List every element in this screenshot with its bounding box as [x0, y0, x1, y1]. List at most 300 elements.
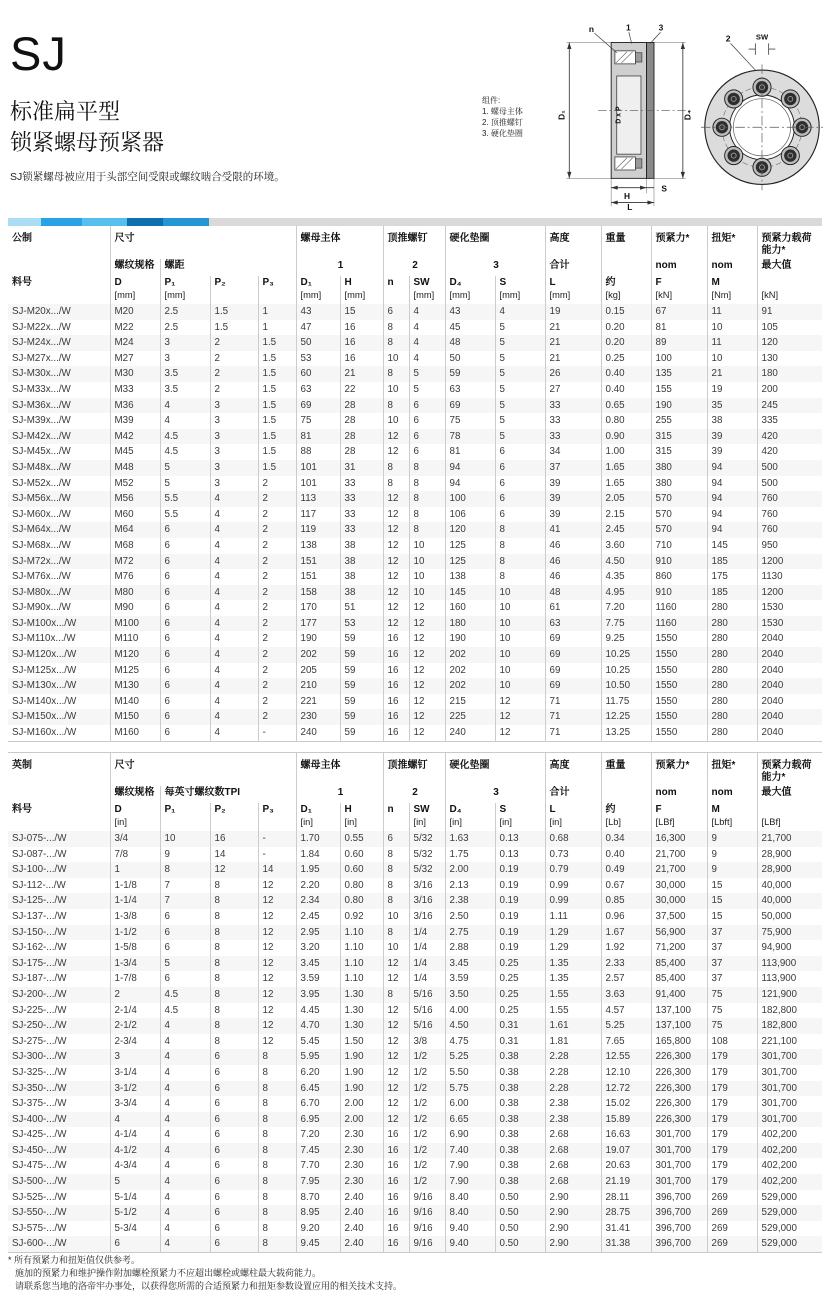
- data-cell: 6: [160, 940, 210, 956]
- data-cell: 37: [545, 460, 601, 476]
- part-number-cell: SJ-M130x.../W: [12, 680, 77, 692]
- components-heading: 组件:: [482, 96, 501, 105]
- data-cell: 10: [409, 585, 445, 601]
- data-cell: 4: [210, 725, 258, 741]
- part-number-cell: SJ-M80x.../W: [12, 586, 71, 598]
- data-cell: 529,000: [757, 1221, 822, 1237]
- group-header-cell: 尺寸: [110, 226, 296, 259]
- table-row: [8, 663, 822, 679]
- data-cell: 0.19: [495, 925, 545, 941]
- data-cell: 1-7/8: [110, 971, 160, 987]
- data-cell: 2.5: [160, 320, 210, 336]
- data-cell: 1.90: [340, 1065, 383, 1081]
- data-cell: 16: [383, 725, 409, 741]
- data-cell: 31: [340, 460, 383, 476]
- data-cell: 179: [707, 1049, 757, 1065]
- data-cell: M45: [110, 444, 160, 460]
- subgroup-header-cell: 2: [383, 259, 445, 276]
- data-cell: 2.30: [340, 1158, 383, 1174]
- data-cell: 5: [495, 382, 545, 398]
- data-cell: 10.50: [601, 678, 651, 694]
- data-cell: 3-1/4: [110, 1065, 160, 1081]
- data-cell: 2.40: [340, 1205, 383, 1221]
- table-row: [8, 1081, 822, 1097]
- data-cell: 38: [707, 413, 757, 429]
- table-row: [8, 847, 822, 863]
- data-cell: 4: [210, 600, 258, 616]
- data-cell: 6: [160, 522, 210, 538]
- data-cell: 10: [495, 600, 545, 616]
- subgroup-header-cell: 每英寸螺纹数TPI: [160, 786, 296, 803]
- data-cell: 33: [340, 476, 383, 492]
- data-cell: 21.19: [601, 1174, 651, 1190]
- data-cell: 5.25: [445, 1049, 495, 1065]
- data-cell: 1-1/8: [110, 878, 160, 894]
- table-row: [8, 366, 822, 382]
- data-cell: 4: [160, 1112, 210, 1128]
- dim-label-dxp: D x P: [615, 106, 623, 124]
- data-cell: 10: [160, 831, 210, 847]
- data-cell: 11: [707, 335, 757, 351]
- data-cell: 151: [296, 554, 340, 570]
- data-cell: 179: [707, 1096, 757, 1112]
- data-cell: 16: [340, 320, 383, 336]
- data-cell: 529,000: [757, 1236, 822, 1252]
- data-cell: 2040: [757, 725, 822, 741]
- part-number-cell: SJ-M20x.../W: [12, 306, 71, 317]
- part-number-cell: SJ-250-.../W: [12, 1020, 67, 1032]
- footnotes: [8, 1254, 402, 1293]
- data-cell: 6.95: [296, 1112, 340, 1128]
- data-cell: 301,700: [651, 1174, 707, 1190]
- data-cell: 6: [210, 1127, 258, 1143]
- data-cell: 7: [160, 878, 210, 894]
- data-cell: 3.63: [601, 987, 651, 1003]
- subgroup-header-cell: 螺距: [160, 259, 296, 276]
- data-cell: 5.5: [160, 491, 210, 507]
- data-cell: 135: [651, 366, 707, 382]
- data-cell: 202: [445, 663, 495, 679]
- data-cell: 12: [383, 538, 409, 554]
- data-cell: 2.38: [445, 893, 495, 909]
- data-cell: 94: [707, 476, 757, 492]
- data-cell: 113,900: [757, 956, 822, 972]
- data-cell: 2.15: [601, 507, 651, 523]
- data-cell: 59: [340, 647, 383, 663]
- data-cell: 3/16: [409, 893, 445, 909]
- data-cell: 0.19: [495, 893, 545, 909]
- data-cell: 8: [409, 522, 445, 538]
- data-cell: 4.95: [601, 585, 651, 601]
- data-cell: 8: [258, 1112, 296, 1128]
- data-cell: 5: [495, 335, 545, 351]
- data-cell: 16: [383, 1190, 409, 1206]
- part-number-cell: SJ-137-.../W: [12, 910, 67, 922]
- table-row: [8, 304, 822, 320]
- data-cell: 88: [296, 444, 340, 460]
- data-cell: 4: [160, 1049, 210, 1065]
- table-row: [8, 335, 822, 351]
- data-cell: 2.30: [340, 1143, 383, 1159]
- data-cell: 12: [383, 1049, 409, 1065]
- data-cell: 6: [160, 538, 210, 554]
- data-cell: 3.45: [445, 956, 495, 972]
- data-cell: M56: [110, 491, 160, 507]
- data-cell: 1200: [757, 554, 822, 570]
- data-cell: 53: [340, 616, 383, 632]
- data-cell: 179: [707, 1065, 757, 1081]
- data-cell: 6: [383, 304, 409, 320]
- data-cell: 6.90: [445, 1127, 495, 1143]
- subgroup-header-cell: 2: [383, 786, 445, 803]
- data-cell: 179: [707, 1158, 757, 1174]
- data-cell: 6: [210, 1236, 258, 1252]
- subgroup-header-cell: 螺纹规格: [110, 259, 160, 276]
- data-cell: M80: [110, 585, 160, 601]
- data-cell: 59: [340, 663, 383, 679]
- table-row: [8, 1003, 822, 1019]
- data-cell: 9.40: [445, 1236, 495, 1252]
- table-row: [8, 971, 822, 987]
- subgroup-header-cell: nom: [707, 259, 757, 276]
- data-cell: 15.89: [601, 1112, 651, 1128]
- table-row: [8, 1018, 822, 1034]
- data-cell: 2: [258, 663, 296, 679]
- data-cell: 38: [340, 569, 383, 585]
- column-header-cell: P₁: [160, 803, 210, 831]
- data-cell: 3: [210, 476, 258, 492]
- subgroup-header-cell: [8, 259, 110, 276]
- data-cell: 7.65: [601, 1034, 651, 1050]
- data-cell: 2.33: [601, 956, 651, 972]
- data-cell: 12: [383, 956, 409, 972]
- data-cell: 16: [383, 678, 409, 694]
- data-cell: 4: [110, 1112, 160, 1128]
- data-cell: 1-3/4: [110, 956, 160, 972]
- data-cell: 47: [296, 320, 340, 336]
- data-cell: 4: [409, 304, 445, 320]
- data-cell: 21: [545, 351, 601, 367]
- data-cell: 8: [258, 1221, 296, 1237]
- data-cell: 13.25: [601, 725, 651, 741]
- data-cell: 8: [210, 1003, 258, 1019]
- data-cell: M36: [110, 398, 160, 414]
- part-number-cell: SJ-162-.../W: [12, 942, 67, 954]
- data-cell: 230: [296, 709, 340, 725]
- data-cell: 12: [409, 631, 445, 647]
- data-cell: 3.45: [296, 956, 340, 972]
- table-row: [8, 631, 822, 647]
- data-cell: 1.67: [601, 925, 651, 941]
- data-cell: 120: [445, 522, 495, 538]
- data-cell: 28.75: [601, 1205, 651, 1221]
- data-cell: 4: [210, 554, 258, 570]
- data-cell: 10: [495, 631, 545, 647]
- item-label-2: 2: [725, 33, 731, 44]
- data-cell: 280: [707, 616, 757, 632]
- data-cell: 10: [707, 320, 757, 336]
- accent-segment: [209, 218, 822, 226]
- data-cell: 10: [495, 616, 545, 632]
- subgroup-header-cell: 合计: [545, 786, 601, 803]
- data-cell: 101: [296, 476, 340, 492]
- data-cell: 1: [258, 304, 296, 320]
- data-cell: 2: [210, 382, 258, 398]
- data-cell: 1/2: [409, 1049, 445, 1065]
- data-cell: 301,700: [651, 1158, 707, 1174]
- group-header-cell: 英制: [12, 760, 32, 771]
- data-cell: 0.25: [495, 956, 545, 972]
- data-cell: 14: [210, 847, 258, 863]
- data-cell: 69: [545, 678, 601, 694]
- data-cell: 0.60: [340, 862, 383, 878]
- table-row: [8, 647, 822, 663]
- data-cell: 5.50: [445, 1065, 495, 1081]
- data-cell: 1.5: [210, 320, 258, 336]
- data-cell: -: [258, 847, 296, 863]
- data-cell: 10: [707, 351, 757, 367]
- group-header-cell: 预紧力*: [651, 226, 707, 259]
- table-row: [8, 1174, 822, 1190]
- data-cell: 8.40: [445, 1190, 495, 1206]
- data-cell: 43: [445, 304, 495, 320]
- part-number-cell: SJ-200-.../W: [12, 988, 67, 1000]
- data-cell: 6: [160, 709, 210, 725]
- page-title: SJ: [10, 27, 67, 80]
- data-cell: 3-1/2: [110, 1081, 160, 1097]
- data-cell: M52: [110, 476, 160, 492]
- data-cell: 0.38: [495, 1174, 545, 1190]
- data-cell: M33: [110, 382, 160, 398]
- data-cell: M48: [110, 460, 160, 476]
- group-header-cell: 硬化垫圈: [445, 753, 545, 786]
- data-cell: 1.90: [340, 1081, 383, 1097]
- data-cell: 2.40: [340, 1236, 383, 1252]
- data-cell: 2040: [757, 709, 822, 725]
- data-cell: 6: [210, 1190, 258, 1206]
- data-cell: 2: [258, 538, 296, 554]
- data-cell: 4: [409, 320, 445, 336]
- data-cell: 2.57: [601, 971, 651, 987]
- subgroup-header-cell: 3: [445, 259, 545, 276]
- data-cell: 28: [340, 413, 383, 429]
- data-cell: 7/8: [110, 847, 160, 863]
- data-cell: 4: [210, 694, 258, 710]
- data-cell: 16: [383, 631, 409, 647]
- data-cell: 0.20: [601, 335, 651, 351]
- data-cell: 69: [545, 647, 601, 663]
- data-cell: 46: [545, 554, 601, 570]
- data-cell: 2.38: [545, 1096, 601, 1112]
- data-cell: 226,300: [651, 1049, 707, 1065]
- part-number-cell: SJ-087-.../W: [12, 848, 67, 860]
- data-cell: 4: [160, 1143, 210, 1159]
- data-cell: 9.40: [445, 1221, 495, 1237]
- data-cell: 1.5: [258, 444, 296, 460]
- data-cell: 155: [651, 382, 707, 398]
- data-cell: 37: [707, 956, 757, 972]
- data-cell: 4: [160, 1096, 210, 1112]
- column-header-cell: [LBf]: [757, 803, 822, 831]
- data-cell: 5/32: [409, 862, 445, 878]
- data-cell: 0.38: [495, 1143, 545, 1159]
- data-cell: 4: [210, 491, 258, 507]
- data-cell: 3.50: [445, 987, 495, 1003]
- data-cell: 570: [651, 507, 707, 523]
- data-cell: 35: [707, 398, 757, 414]
- data-cell: 210: [296, 678, 340, 694]
- data-cell: 8: [495, 569, 545, 585]
- data-cell: 8: [210, 956, 258, 972]
- data-cell: 10: [383, 382, 409, 398]
- data-cell: 22: [340, 382, 383, 398]
- data-cell: 113,900: [757, 971, 822, 987]
- data-cell: 9: [707, 862, 757, 878]
- data-cell: 1160: [651, 616, 707, 632]
- data-cell: 2: [258, 476, 296, 492]
- data-cell: 6: [160, 554, 210, 570]
- column-header-cell: P₃: [258, 276, 296, 304]
- data-cell: 1.5: [258, 460, 296, 476]
- data-cell: 16: [383, 709, 409, 725]
- table-row: [8, 616, 822, 632]
- data-cell: 8: [258, 1143, 296, 1159]
- data-cell: 0.38: [495, 1081, 545, 1097]
- data-cell: M130: [110, 678, 160, 694]
- data-cell: 12.25: [601, 709, 651, 725]
- data-cell: 179: [707, 1174, 757, 1190]
- data-cell: 12: [383, 507, 409, 523]
- data-cell: 1.5: [258, 398, 296, 414]
- data-cell: 12.72: [601, 1081, 651, 1097]
- data-cell: 1200: [757, 585, 822, 601]
- data-cell: 1.10: [340, 925, 383, 941]
- data-cell: 301,700: [757, 1065, 822, 1081]
- subgroup-header-cell: [601, 786, 651, 803]
- table-row: [8, 725, 822, 741]
- data-cell: 2.90: [545, 1236, 601, 1252]
- data-cell: 9/16: [409, 1221, 445, 1237]
- data-cell: 215: [445, 694, 495, 710]
- data-cell: 69: [545, 663, 601, 679]
- data-cell: 59: [340, 725, 383, 741]
- data-cell: 67: [651, 304, 707, 320]
- data-cell: 16: [383, 694, 409, 710]
- data-cell: 2.40: [340, 1221, 383, 1237]
- data-cell: 4.5: [160, 987, 210, 1003]
- data-cell: 1.5: [258, 351, 296, 367]
- data-cell: 2-1/4: [110, 1003, 160, 1019]
- data-cell: 12: [258, 987, 296, 1003]
- data-cell: 1550: [651, 694, 707, 710]
- data-cell: 10: [383, 351, 409, 367]
- data-cell: -: [258, 831, 296, 847]
- data-cell: 2-1/2: [110, 1018, 160, 1034]
- data-cell: 53: [296, 351, 340, 367]
- table-row: [8, 1205, 822, 1221]
- data-cell: 1-1/2: [110, 925, 160, 941]
- data-cell: 6.70: [296, 1096, 340, 1112]
- data-cell: 75,900: [757, 925, 822, 941]
- data-cell: 31.41: [601, 1221, 651, 1237]
- data-cell: 8: [383, 878, 409, 894]
- data-cell: 2.68: [545, 1127, 601, 1143]
- data-cell: 0.20: [601, 320, 651, 336]
- data-cell: 160: [445, 600, 495, 616]
- column-header-cell: 料号: [12, 277, 32, 288]
- part-number-cell: SJ-M140x.../W: [12, 695, 77, 707]
- data-cell: 1/2: [409, 1065, 445, 1081]
- table-row: [8, 878, 822, 894]
- item-label-3: 3: [658, 22, 664, 33]
- data-cell: 0.68: [545, 831, 601, 847]
- data-cell: 10: [409, 554, 445, 570]
- data-cell: 269: [707, 1190, 757, 1206]
- data-cell: 4: [210, 663, 258, 679]
- data-cell: 59: [340, 694, 383, 710]
- dim-label-h: H: [623, 190, 631, 201]
- data-cell: 2.5: [160, 304, 210, 320]
- data-cell: 1550: [651, 678, 707, 694]
- data-cell: 1.5: [210, 304, 258, 320]
- data-cell: 190: [296, 631, 340, 647]
- data-cell: 255: [651, 413, 707, 429]
- data-cell: 860: [651, 569, 707, 585]
- data-cell: 1.84: [296, 847, 340, 863]
- column-header-cell: P₃: [258, 803, 296, 831]
- part-number-cell: SJ-187-.../W: [12, 973, 67, 985]
- data-cell: 100: [651, 351, 707, 367]
- data-cell: 4: [210, 631, 258, 647]
- data-cell: 5: [409, 366, 445, 382]
- data-cell: 8: [210, 909, 258, 925]
- data-cell: 5/16: [409, 987, 445, 1003]
- data-cell: 37: [707, 940, 757, 956]
- data-cell: 27: [545, 382, 601, 398]
- data-cell: 301,700: [757, 1096, 822, 1112]
- data-cell: 0.25: [601, 351, 651, 367]
- data-cell: 380: [651, 460, 707, 476]
- data-cell: 2: [258, 600, 296, 616]
- data-cell: 71: [545, 725, 601, 741]
- data-cell: 2040: [757, 631, 822, 647]
- data-cell: 101: [296, 460, 340, 476]
- data-cell: 5/16: [409, 1003, 445, 1019]
- subgroup-header-cell: nom: [707, 786, 757, 803]
- data-cell: 6.45: [296, 1081, 340, 1097]
- data-cell: 45: [445, 320, 495, 336]
- data-cell: 6: [210, 1065, 258, 1081]
- data-cell: 1.95: [296, 862, 340, 878]
- data-cell: 402,200: [757, 1158, 822, 1174]
- item-label-1: 1: [626, 22, 631, 33]
- data-cell: 12: [383, 600, 409, 616]
- data-cell: 420: [757, 429, 822, 445]
- group-header-cell: 硬化垫圈: [445, 226, 545, 259]
- data-cell: 0.96: [601, 909, 651, 925]
- column-header-cell: D₁ [in]: [296, 803, 340, 831]
- data-cell: 28.11: [601, 1190, 651, 1206]
- data-cell: 12: [383, 569, 409, 585]
- data-cell: 3.5: [160, 382, 210, 398]
- data-cell: 91,400: [651, 987, 707, 1003]
- data-cell: 8: [210, 1034, 258, 1050]
- data-cell: 2.38: [545, 1112, 601, 1128]
- data-cell: 6: [160, 925, 210, 941]
- metric-spec-table: [8, 226, 822, 742]
- group-header-cell: 高度: [545, 753, 601, 786]
- data-cell: 12: [383, 1034, 409, 1050]
